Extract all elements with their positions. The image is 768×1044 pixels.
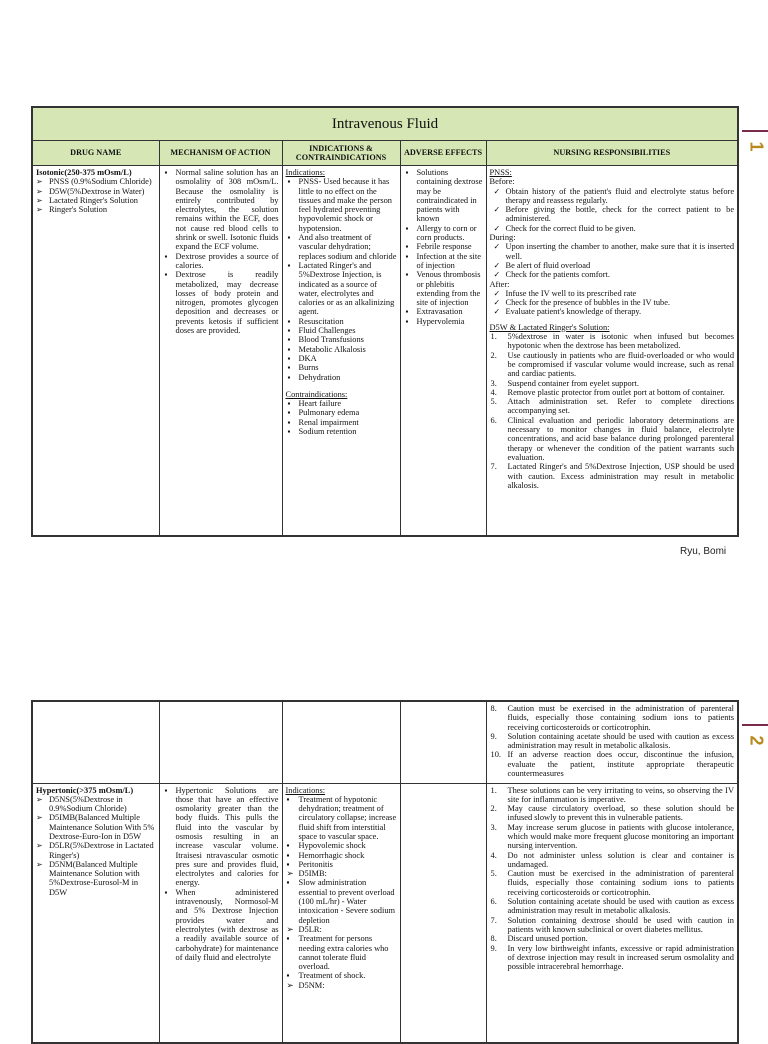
- indication-item: ▪ And also treatment of vascular dehydration; replaces sodium and chloride: [286, 233, 397, 261]
- page-marker-bar-1: [742, 130, 768, 132]
- hypertonic-nursing-list: [490, 786, 735, 972]
- adverse-effect-item: ▪ Venous thrombosis or phlebitis extending from the site of injection: [404, 270, 483, 307]
- nursing-during-item: ✓ Upon inserting the chamber to another, make sure that it is inserted well.: [490, 242, 735, 261]
- indication-item: ▪ Treatment of shock.: [286, 971, 366, 981]
- continued-nursing-cell: [486, 701, 738, 783]
- hypertonic-indications-list: [286, 795, 397, 990]
- nursing-after-item: ✓ Evaluate patient's knowledge of therapy.: [490, 307, 735, 316]
- indication-item: ▪ Burns: [286, 363, 397, 372]
- isotonic-mechanism-list: [163, 168, 279, 335]
- indication-item: ▪ Treatment for persons needing extra calories who cannot tolerate fluid overload.: [286, 934, 389, 972]
- mechanism-item: ▪ When administered intravenously, Normosol-M and 5% Dextrose Injection provides water and electrolytes (with dextrose as a readily available source of carbohydrate) for maintenance of daily fluid and electrolyte: [163, 888, 279, 962]
- contraindication-item: ▪ Heart failure: [286, 399, 397, 408]
- isotonic-heading: Isotonic(250-375 mOsm/L): [36, 168, 132, 177]
- adverse-effect-item: ▪ Extravasation: [404, 307, 483, 316]
- nursing-item: Solution containing dextrose should be used with caution in patients with known subclinical or overt diabetes mellitus.: [507, 915, 734, 934]
- indication-item: ▪ Slow administration essential to prevent overload (100 mL/hr) - Water intoxication - Severe sodium depletion: [286, 878, 396, 925]
- indication-subheading: ➢ D5LR:: [286, 924, 322, 934]
- isotonic-adverse-list: [404, 168, 483, 326]
- adverse-effect-item: ▪ Febrile response: [404, 242, 483, 251]
- nursing-item: May cause circulatory overload, so these solution should be infused slowly to prevent this in vulnerable patients.: [507, 804, 734, 823]
- header-indications: INDICATIONS & CONTRAINDICATIONS: [282, 141, 400, 166]
- contraindication-item: ▪ Renal impairment: [286, 418, 397, 427]
- isotonic-mechanism-cell: [159, 166, 282, 536]
- indication-item: ▪ Treatment of hypotonic dehydration; treatment of circulatory collapse; increase fluid shift from interstitial space to vascular space.: [286, 794, 397, 841]
- continued-nursing-item: Solution containing acetate should be used with caution as excess administration may result in metabolic alkalosis.: [507, 731, 734, 751]
- nursing-item: In very low birthweight infants, excessive or rapid administration of dextrose injection may result in increased serum osmolality and possible intracerebral hemorrhage.: [507, 943, 734, 972]
- nursing-before-item: ✓ Before giving the bottle, check for the correct patient to be administered.: [490, 205, 735, 224]
- arrow-bullet-icon: ➢: [286, 869, 294, 879]
- indication-item: ▪ Lactated Ringer's and 5%Dextrose Injection, is indicated as a source of water, electrolytes and calories or as an alkalinizing agent.: [286, 261, 397, 317]
- continued-empty-cell: [282, 701, 400, 783]
- adverse-effect-item: ▪ Hypervolemia: [404, 317, 483, 326]
- mechanism-item: ▪ Dextrose is readily metabolized, may decrease losses of body protein and nitrogen, promotes glycogen deposition and decreases or prevents ketosis if sufficient doses are provided.: [163, 270, 279, 335]
- page-number-2: 2: [746, 735, 767, 746]
- continued-nursing-list: [490, 704, 735, 778]
- after-list: [490, 289, 735, 317]
- isotonic-drug-cell: [32, 166, 159, 536]
- during-label: During:: [489, 233, 516, 243]
- isotonic-indications-cell: [282, 166, 400, 536]
- nursing-before-item: ✓ Check for the correct fluid to be given.: [490, 224, 735, 233]
- mechanism-item: ▪ Dextrose provides a source of calories.: [163, 252, 279, 271]
- square-bullet-icon: ▪: [286, 971, 290, 981]
- page-marker-bar-2: [742, 724, 768, 726]
- indication-item: ▪ PNSS- Used because it has little to no effect on the tissues and make the person feel hydrated preventing hypovolemic shock or hypotension.: [286, 177, 397, 233]
- contraindications-label: Contraindications:: [285, 389, 348, 399]
- drug-item: ➢ D5W(5%Dextrose in Water): [36, 187, 156, 196]
- square-bullet-icon: ▪: [286, 841, 290, 851]
- nursing-during-item: ✓ Be alert of fluid overload: [490, 261, 735, 270]
- nursing-after-item: ✓ Infuse the IV well to its prescribed rate: [490, 289, 735, 298]
- author-name: Ryu, Bomi: [680, 546, 727, 557]
- nursing-item: May increase serum glucose in patients with glucose intolerance, which would make more frequent glucose monitoring an important nursing intervention.: [507, 822, 734, 851]
- square-bullet-icon: ▪: [286, 878, 290, 888]
- continued-empty-cell: [400, 701, 486, 783]
- hypertonic-mechanism-list: [163, 786, 279, 963]
- nursing-after-item: ✓ Check for the presence of bubbles in the IV tube.: [490, 298, 735, 307]
- isotonic-indications-list: [286, 177, 397, 382]
- drug-item: ➢ Ringer's Solution: [36, 205, 156, 214]
- drug-item: ➢ D5IMB(Balanced Multiple Maintenance Solution With 5% Dextrose-Euro-Ion in D5W: [36, 813, 156, 841]
- isotonic-adverse-cell: [400, 166, 486, 536]
- nursing-item: Solution containing acetate should be used with caution as excess administration may result in metabolic alkalosis.: [507, 897, 734, 916]
- drug-item: ➢ D5NM(Balanced Multiple Maintenance Solution with 5%Dextrose-Eurosol-M in D5W: [36, 860, 156, 897]
- arrow-bullet-icon: ➢: [286, 924, 294, 934]
- indication-item: ▪ Peritonitis: [286, 859, 333, 869]
- drug-item: ➢ PNSS (0.9%Sodium Chloride): [36, 177, 156, 186]
- adverse-effect-item: ▪ Solutions containing dextrose may be contraindicated in patients with known: [404, 168, 483, 224]
- page-number-1: 1: [746, 141, 767, 152]
- hypertonic-adverse-cell: [400, 783, 486, 1043]
- during-list: [490, 242, 735, 279]
- before-label: Before:: [489, 177, 515, 187]
- drug-item: ➢ D5LR(5%Dextrose in Lactated Ringer's): [36, 841, 156, 860]
- drug-item: ➢ D5NS(5%Dextrose in 0.9%Sodium Chloride): [36, 795, 156, 814]
- nursing-during-item: ✓ Check for the patients comfort.: [490, 270, 735, 279]
- nursing-item: These solutions can be very irritating to veins, so observing the IV site for inflammation is imperative.: [507, 785, 734, 804]
- continued-empty-cell: [159, 701, 282, 783]
- nursing-d5w-item: Remove plastic protector from outlet port at bottom of container.: [507, 387, 725, 397]
- arrow-bullet-icon: ➢: [286, 980, 294, 990]
- iv-fluid-table-page-2: [31, 700, 739, 1044]
- continued-nursing-item: If an adverse reaction does occur, discontinue the infusion, evaluate the patient, institute appropriate therapeutic countermeasures: [507, 750, 734, 779]
- mechanism-item: ▪ Hypertonic Solutions are those that have an effective osmolarity greater than the body fluids. This pulls the fluid into the vascular by osmosis resulting in an increase vascular volume. Itraisesi ntravascular osmotic pres sure and provides fluid, electrolytes and calories for energy.: [163, 786, 279, 888]
- indication-item: ▪ Dehydration: [286, 373, 397, 382]
- isotonic-contraindications-list: [286, 399, 397, 436]
- hypertonic-mechanism-cell: [159, 783, 282, 1043]
- header-mechanism: MECHANISM OF ACTION: [159, 141, 282, 166]
- indications-label: Indications:: [285, 168, 326, 177]
- nursing-d5w-item: Suspend container from eyelet support.: [507, 378, 639, 388]
- indication-subheading: ➢ D5NM:: [286, 980, 325, 990]
- nursing-d5w-item: Clinical evaluation and periodic laboratory determinations are necessary to monitor changes in fluid balance, electrolyte concentrations, and acid base balance during prolonged parenteral therapy or whenever the condition of the patient warrants such evaluation.: [507, 415, 735, 462]
- indication-item: ▪ Hemorrhagic shock: [286, 850, 365, 860]
- d5w-label: D5W & Lactated Ringer's Solution:: [489, 322, 610, 332]
- iv-fluid-table-page-1: [31, 106, 739, 537]
- indication-item: ▪ Metabolic Alkalosis: [286, 345, 397, 354]
- table-title: Intravenous Fluid: [32, 107, 738, 141]
- indication-item: ▪ Resuscitation: [286, 317, 397, 326]
- square-bullet-icon: ▪: [286, 850, 290, 860]
- d5w-list: [490, 332, 735, 490]
- nursing-d5w-item: 5%dextrose in water is isotonic when infused but becomes hypotonic when the dextrose has been metabolized.: [507, 332, 735, 351]
- square-bullet-icon: ▪: [286, 934, 290, 944]
- isotonic-nursing-cell: [486, 166, 738, 536]
- square-bullet-icon: ▪: [286, 794, 290, 804]
- header-nursing: NURSING RESPONSIBILITIES: [486, 141, 738, 166]
- indication-item: ▪ Blood Transfusions: [286, 335, 397, 344]
- drug-item: ➢ Lactated Ringer's Solution: [36, 196, 156, 205]
- contraindication-item: ▪ Pulmonary edema: [286, 408, 397, 417]
- indication-item: ▪ Fluid Challenges: [286, 326, 397, 335]
- continued-empty-cell: [32, 701, 159, 783]
- continued-nursing-item: Caution must be exercised in the administration of parenteral fluids, especially those containing sodium ions to patients receiving corticosteroids or corticotrophin.: [507, 704, 734, 732]
- hypertonic-heading: Hypertonic(>375 mOsm/L): [36, 785, 134, 795]
- isotonic-drug-list: [36, 177, 156, 214]
- square-bullet-icon: ▪: [286, 859, 290, 869]
- hypertonic-drug-list: [36, 795, 156, 897]
- nursing-item: Discard unused portion.: [507, 934, 588, 944]
- nursing-d5w-item: Attach administration set. Refer to complete directions accompanying set.: [507, 397, 735, 416]
- contraindication-item: ▪ Sodium retention: [286, 427, 397, 436]
- after-label: After:: [489, 279, 510, 289]
- indication-item: ▪ Hypovolemic shock: [286, 841, 366, 851]
- indication-subheading: ➢ D5IMB:: [286, 869, 327, 879]
- header-adverse-effects: ADVERSE EFFECTS: [400, 141, 486, 166]
- nursing-item: Do not administer unless solution is clear and container is undamaged.: [507, 850, 734, 869]
- hypertonic-indications-cell: [282, 783, 400, 1043]
- nursing-item: Caution must be exercised in the administration of parenteral fluids, especially those containing sodium ions to patients receiving corticosteroids or corticotrophin.: [507, 869, 734, 897]
- nursing-before-item: ✓ Obtain history of the patient's fluid and electrolyte status before therapy and reassess regularly.: [490, 187, 735, 206]
- mechanism-item: ▪ Normal saline solution has an osmolality of 308 mOsm/L. Because the osmolality is entirely contributed by electrolytes, the solution remains within the ECF, does not cause red blood cells to shrink or swell. Isotonic fluids expand the ECF volume.: [163, 168, 279, 252]
- before-list: [490, 187, 735, 233]
- nursing-d5w-item: Use cautiously in patients who are fluid-overloaded or who would be compromised if vascular volume would increase, such as renal and cardiac patients.: [507, 350, 735, 379]
- hypertonic-drug-cell: [32, 783, 159, 1043]
- adverse-effect-item: ▪ Infection at the site of injection: [404, 252, 483, 271]
- adverse-effect-item: ▪ Allergy to corn or corn products.: [404, 224, 483, 243]
- hypertonic-nursing-cell: [486, 783, 738, 1043]
- nursing-d5w-item: Lactated Ringer's and 5%Dextrose Injection, USP should be used with caution. Excess administration may result in metabolic alkalosis.: [507, 462, 735, 490]
- hypertonic-indications-label: Indications:: [285, 785, 326, 795]
- indication-item: ▪ DKA: [286, 354, 397, 363]
- pnss-label: PNSS:: [489, 168, 512, 177]
- header-drug-name: DRUG NAME: [32, 141, 159, 166]
